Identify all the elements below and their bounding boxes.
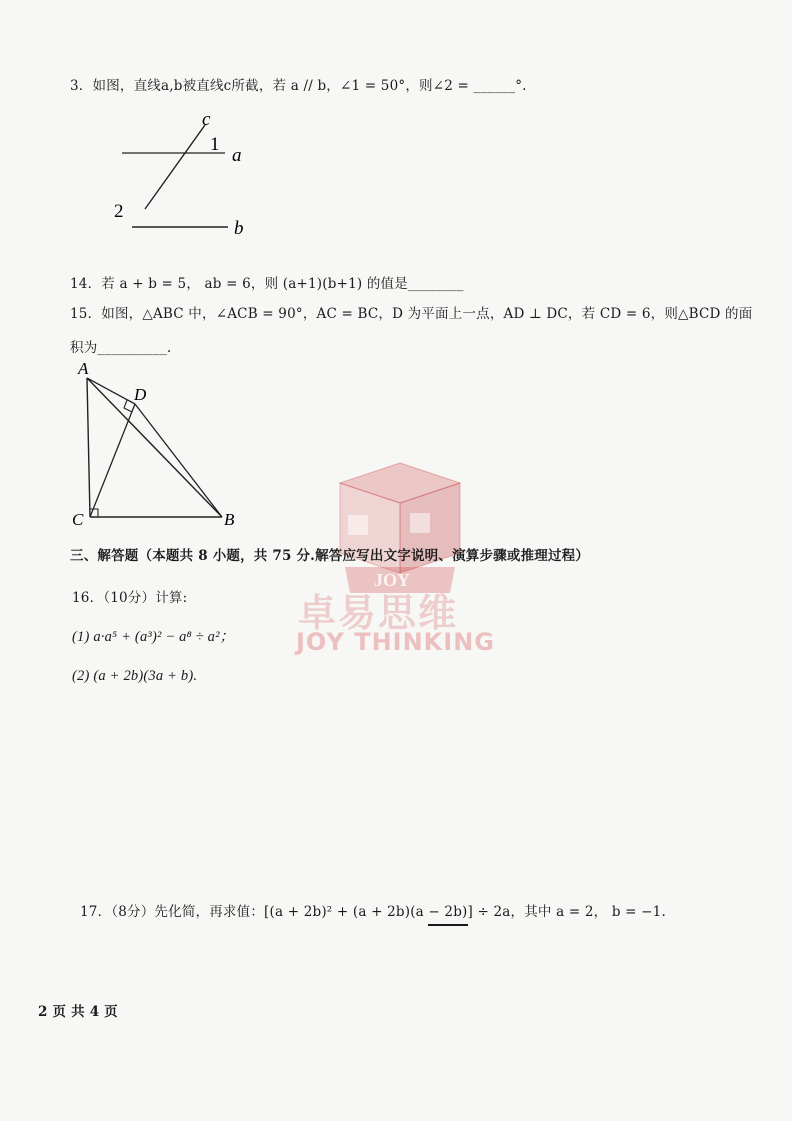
question-16-part2: (2) (a + 2b)(3a + b). [72,668,198,684]
label-a: a [232,145,242,166]
parallel-lines-figure [100,105,270,240]
question-17-text: 17．（8分）先化简，再求值：[(a + 2b)² + (a + 2b)(a − 2b)] ÷ 2a，其中 a = 2， b = −1. [80,904,666,920]
question-15-line2: 积为__________. [70,340,172,356]
q17-underline-mark [428,924,468,926]
label-A: A [78,360,89,378]
label-b: b [234,218,244,239]
label-C: C [72,510,84,529]
question-3-text: 3．如图，直线a,b被直线c所截，若 a // b，∠1 = 50°，则∠2 = ______°. [70,78,527,94]
question-15-line1: 15．如图，△ABC 中，∠ACB = 90°，AC = BC，D 为平面上一点，AD ⊥ DC，若 CD = 6，则△BCD 的面 [70,306,753,322]
page-footer: 2 页 共 4 页 [38,1004,118,1020]
label-angle-1: 1 [210,134,220,155]
label-B: B [224,510,235,529]
watermark-chinese: 卓易思维 [298,591,459,635]
watermark-english: JOY THINKING [296,628,495,656]
label-c: c [202,109,211,130]
question-14-text: 14．若 a + b = 5， ab = 6，则 (a+1)(b+1) 的值是________ [70,276,464,292]
section-3-heading: 三、解答题（本题共 8 小题，共 75 分.解答应写出文字说明、演算步骤或推理过程） [70,548,590,564]
label-angle-2: 2 [114,201,124,222]
triangle-figure [70,360,250,530]
question-16-part1: (1) a·a⁵ + (a³)² − a⁸ ÷ a²； [72,629,235,645]
logo-joy-text: JOY [374,570,410,590]
label-D: D [134,385,147,404]
question-16-title: 16．（10分）计算: [72,590,188,606]
